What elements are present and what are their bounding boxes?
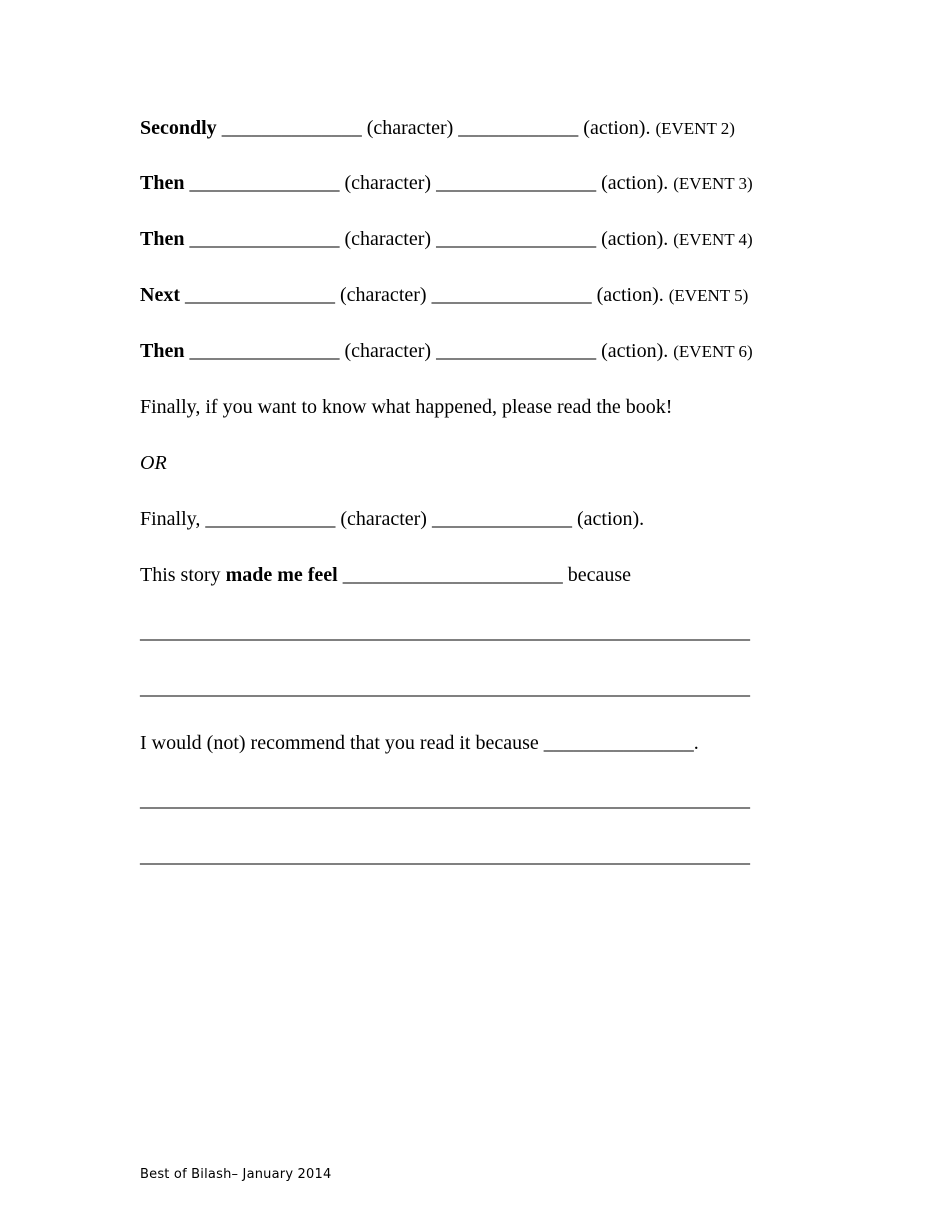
event-6-tag: (EVENT 6) [673, 342, 753, 361]
event-3-character-label: (character) [344, 172, 432, 194]
event-5-action-label: (action). [596, 284, 664, 306]
event-6-action-blank[interactable]: ________________ [436, 340, 597, 362]
event-3-character-blank[interactable]: _______________ [189, 172, 340, 194]
feel-line [140, 563, 631, 587]
event-5-line [140, 283, 748, 308]
finally-event-action-blank[interactable]: ______________ [431, 508, 572, 530]
event-5-lead: Next [140, 284, 180, 306]
event-3-action-label: (action). [601, 172, 669, 194]
finally-event-action-label: (action). [576, 508, 645, 530]
event-6-character-label: (character) [344, 340, 432, 362]
recommend-text: I would (not) recommend that you read it because [140, 732, 539, 754]
event-2-line [140, 116, 735, 141]
event-5-action-blank[interactable]: ________________ [431, 284, 592, 306]
event-4-character-label: (character) [344, 228, 432, 250]
event-5-character-blank[interactable]: _______________ [184, 284, 335, 306]
page-footer: Best of Bilash– January 2014 [140, 1167, 332, 1182]
finally-read-line: Finally, if you want to know what happened, please read the book! [140, 396, 673, 418]
event-3-tag: (EVENT 3) [673, 174, 753, 193]
event-3-lead: Then [140, 172, 185, 194]
event-4-tag: (EVENT 4) [673, 230, 753, 249]
finally-event-line [140, 507, 644, 531]
answer-line-3[interactable]: _____________________________________________________________ [140, 789, 750, 811]
event-4-action-blank[interactable]: ________________ [436, 228, 597, 250]
finally-event-character-blank[interactable]: _____________ [205, 508, 336, 530]
event-4-lead: Then [140, 228, 185, 250]
event-2-action-blank[interactable]: ____________ [458, 117, 579, 139]
finally-event-lead: Finally, [140, 508, 201, 530]
event-5-tag: (EVENT 5) [668, 286, 749, 305]
event-6-line [140, 339, 753, 364]
event-4-action-label: (action). [601, 228, 669, 250]
feel-bold: made me feel [225, 564, 338, 586]
event-2-character-label: (character) [366, 117, 454, 139]
event-3-action-blank[interactable]: ________________ [436, 172, 597, 194]
feel-suffix: because [567, 564, 632, 586]
feel-prefix: This story [140, 564, 221, 586]
event-2-lead: Secondly [140, 117, 217, 139]
event-3-line [140, 171, 753, 196]
event-5-character-label: (character) [339, 284, 427, 306]
answer-line-1[interactable]: _____________________________________________________________ [140, 621, 750, 643]
recommend-line [140, 731, 699, 755]
answer-line-2[interactable]: _____________________________________________________________ [140, 677, 750, 699]
recommend-blank[interactable]: _______________. [543, 732, 699, 754]
event-2-character-blank[interactable]: ______________ [221, 117, 362, 139]
event-2-action-label: (action). [583, 117, 651, 139]
event-6-character-blank[interactable]: _______________ [189, 340, 340, 362]
event-4-line [140, 227, 753, 252]
event-6-lead: Then [140, 340, 185, 362]
finally-event-character-label: (character) [340, 508, 427, 530]
event-2-tag: (EVENT 2) [655, 119, 735, 138]
event-6-action-label: (action). [601, 340, 669, 362]
event-4-character-blank[interactable]: _______________ [189, 228, 340, 250]
or-label: OR [140, 452, 167, 474]
feel-blank[interactable]: ______________________ [342, 564, 563, 586]
answer-line-4[interactable]: _____________________________________________________________ [140, 845, 750, 867]
